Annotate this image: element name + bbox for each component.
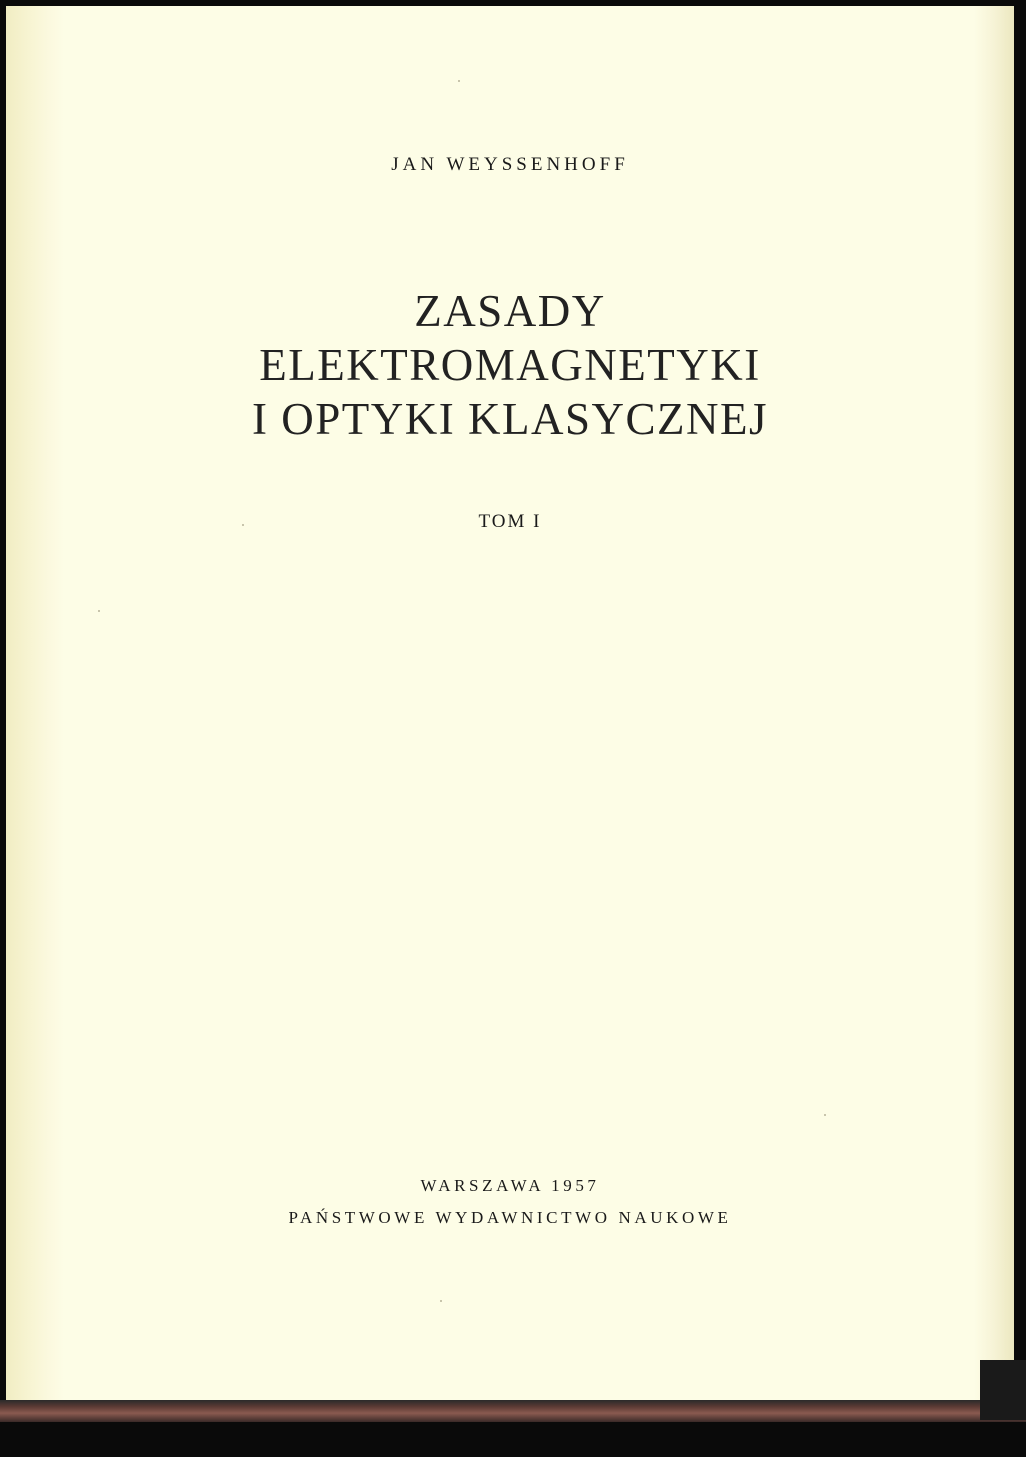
title-line: I OPTYKI KLASYCZNEJ — [252, 394, 768, 444]
imprint — [6, 1170, 1014, 1234]
paper-speck — [458, 80, 460, 82]
volume-label: TOM I — [478, 511, 542, 532]
book-cover-edge — [0, 1400, 1026, 1422]
author-name: JAN WEYSSENHOFF — [391, 154, 629, 175]
imprint-place-year: WARSZAWA 1957 — [420, 1176, 600, 1195]
scan-corner-shadow — [980, 1360, 1026, 1420]
paper-speck — [440, 1300, 442, 1302]
book-title — [6, 284, 1014, 446]
paper-speck — [98, 610, 100, 612]
title-line: ZASADY — [414, 286, 606, 336]
title-line: ELEKTROMAGNETYKI — [259, 340, 761, 390]
paper-speck — [824, 1114, 826, 1116]
imprint-publisher: PAŃSTWOWE WYDAWNICTWO NAUKOWE — [288, 1208, 732, 1227]
title-page — [6, 6, 1014, 1414]
